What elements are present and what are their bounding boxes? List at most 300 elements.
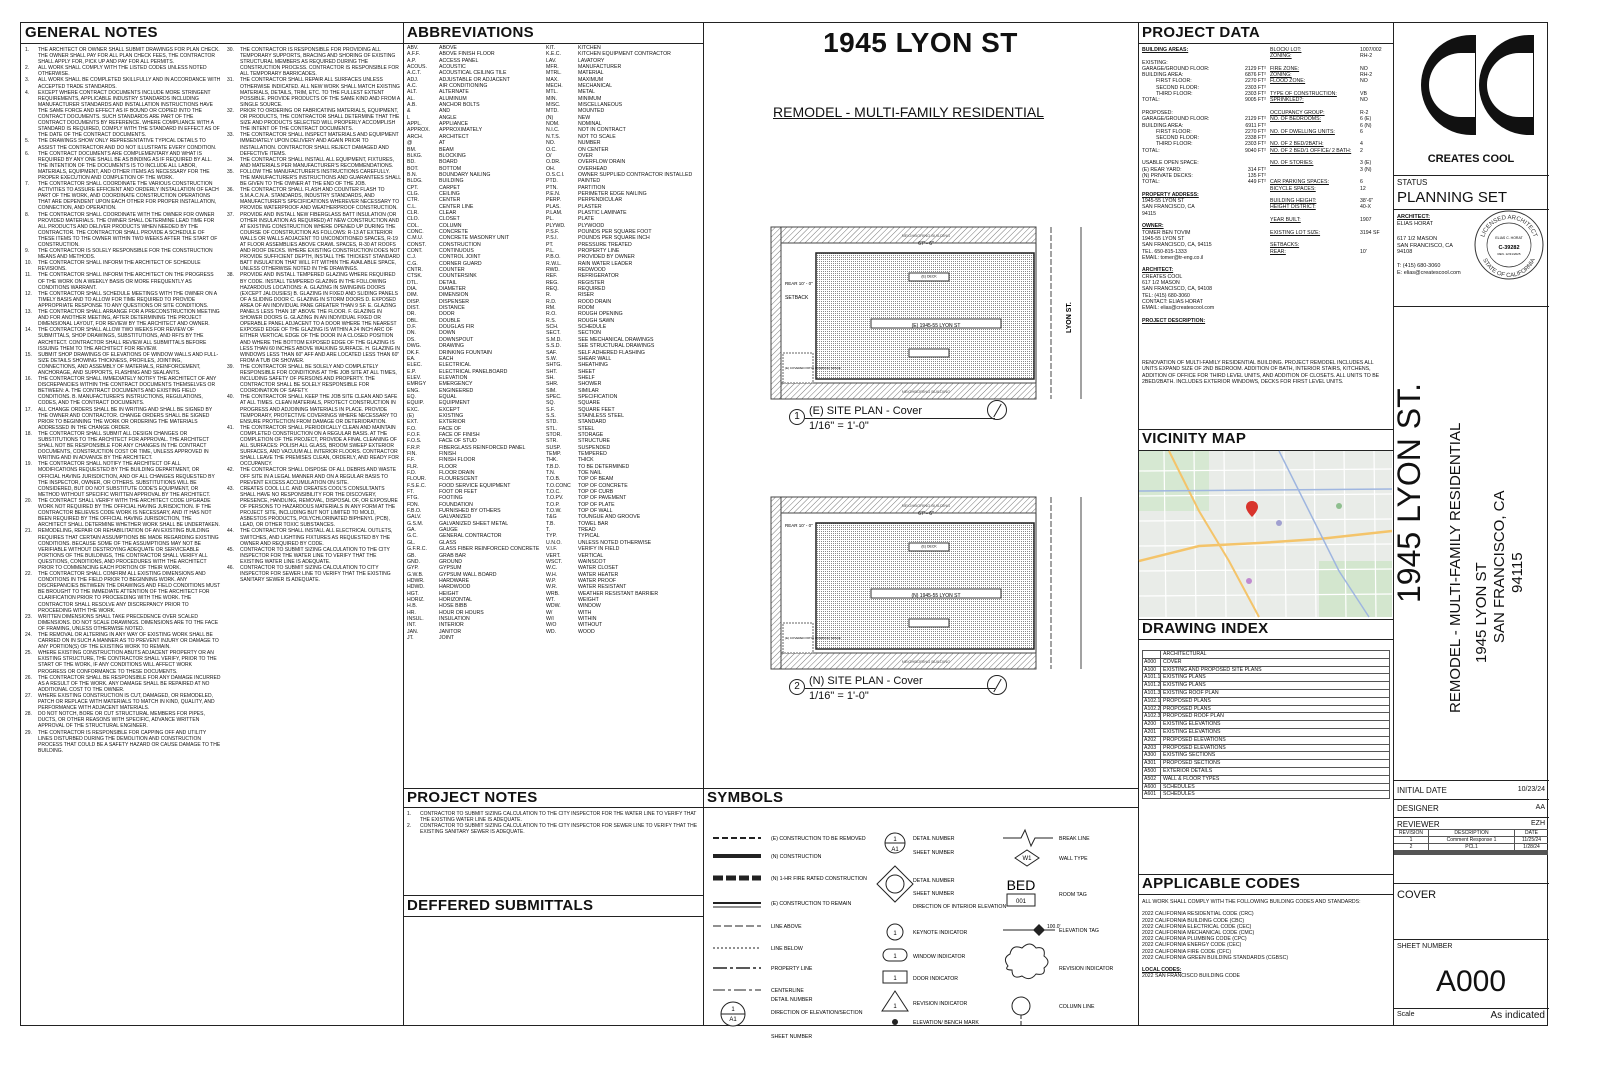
- abbreviation-meaning: FIBERGLASS REINFORCED PANEL: [439, 444, 526, 451]
- general-note-item: [227, 528, 401, 546]
- abbreviation-meaning: OVERFLOW DRAIN: [578, 159, 626, 166]
- abbreviation-key: HGT.: [407, 590, 419, 597]
- general-note-number: 29.: [25, 729, 32, 736]
- abbreviation-key: EQUIP.: [407, 400, 424, 407]
- abbreviation-meaning: ALUMINUM: [439, 95, 467, 102]
- sheet-id: A102.1: [1144, 697, 1161, 704]
- abbreviation-meaning: ADJUSTABLE OR ADJACENT: [439, 76, 510, 83]
- abbreviation-key: TYP.: [546, 533, 557, 540]
- abbreviation-key: DK.F.: [407, 349, 420, 356]
- general-note-number: 6.: [25, 150, 30, 157]
- abbreviation-key: F.D.: [407, 470, 417, 477]
- sheet-name: SCHEDULES: [1163, 783, 1195, 790]
- abbreviation-meaning: POUNDS PER SQUARE INCH: [578, 235, 650, 242]
- abbreviation-meaning: ANCHOR BOLTS: [439, 102, 480, 109]
- abbreviation-key: WSCT.: [546, 558, 563, 565]
- abbreviation-meaning: MATERIAL: [578, 70, 604, 77]
- abbreviation-key: MTL.: [546, 89, 558, 96]
- general-note-number: 41.: [227, 424, 234, 431]
- abbreviation-key: DN.: [407, 330, 416, 337]
- abbreviation-key: W.R.: [546, 584, 558, 591]
- abbreviation-meaning: EQUAL: [439, 393, 457, 400]
- abbreviation-key: FLOUR.: [407, 476, 427, 483]
- abbreviation-meaning: LAVATORY: [578, 57, 605, 64]
- abbreviation-key: C.L.: [407, 203, 417, 210]
- abbreviation-meaning: NEW: [578, 114, 591, 121]
- general-note-text: WHERE EXISTING CONSTRUCTION IS CUT, DAMAGED, OR REMODELED, PATCH OR REPLACE WITH MATERIALS TO MATCH IN KIND, QUALITY, AND PERFORMANCE WITH ADJACENT MATERIALS.: [38, 692, 215, 712]
- abbreviation-meaning: REFRIGERATOR: [578, 273, 619, 280]
- sheet-id: A102.2: [1144, 705, 1161, 712]
- abbreviation-key: ALT.: [407, 89, 417, 96]
- codes-intro: ALL WORK SHALL COMPLY WITH THE FOLLOWING BUILDING CODES AND STANDARDS:: [1142, 899, 1361, 905]
- general-note-text: THE CONTRACTOR SHALL KEEP THE JOB SITE CLEAN AND SAFE AT ALL TIMES. CLEAN MATERIALS, PROTECT CONSTRUCTION IN PROGRESS AND ADJOINING MATERIALS IN PLACE. PROVIDE TEMPORARY, PROTECTIVE COVERINGS WHERE NECESSARY TO ENSURE PROTECTION FROM DAMAGE OR DETERIORATION.: [240, 394, 398, 425]
- abbreviation-meaning: TYPICAL: [578, 533, 600, 540]
- revision-header: [1394, 829, 1548, 836]
- abbreviation-key: PTD.: [546, 178, 558, 185]
- building-label-n: (N) 1945-55 LYON ST: [911, 593, 961, 599]
- local-codes-heading: LOCAL CODES:: [1142, 967, 1182, 974]
- general-note-text: THE CONTRACTOR SHALL INSTALL ALL EQUIPMENT, FIXTURES, AND MATERIALS PER MANUFACTURER'S RECOMMENDATIONS.: [240, 156, 395, 169]
- abbreviation-key: B.N.: [407, 171, 418, 178]
- general-note-item: [25, 65, 221, 77]
- abbreviation-key: CPT.: [407, 184, 419, 191]
- area-value: 2270 FT²: [1244, 78, 1266, 85]
- rear-label-2: REAR 10' - 0": [785, 523, 813, 528]
- abbreviation-key: F.B.O.: [407, 508, 422, 515]
- abbreviation-key: G.W.B.: [407, 571, 424, 578]
- abbreviation-key: L: [407, 114, 410, 121]
- general-note-number: 28.: [25, 711, 32, 718]
- general-note-text: EXCEPT WHERE CONTRACT DOCUMENTS INCLUDE MORE STRINGENT REQUIREMENTS, APPLICABLE INDUSTRY STANDARDS INCLUDING MANUFACTURER STANDARDS AND INSTALLATION INSTRUCTIONS HAVE THE SAME FORCE AND EFFECT AS IF BOUND OR COPIED INTO THE CONTRACT DOCUMENTS. SUCH STANDARDS ARE PART OF THE CONTRACT DOCUMENTS BY REFERENCE. WHERE COMPLIANCE WITH A STANDARD IS REQUIRED, COMPLY WITH THE STANDARD IN EFFECT AS OF THE DATE OF THE CONTRACT DOCUMENTS.: [38, 89, 220, 139]
- abbreviation-key: MECH.: [546, 83, 563, 90]
- abbreviation-key: T.O.B.: [546, 476, 561, 483]
- area-label: TOTAL:: [1142, 179, 1160, 186]
- architect-stamp: [1473, 209, 1545, 281]
- status-label: STATUS: [1397, 178, 1428, 187]
- data-value: 3 (N): [1360, 166, 1372, 173]
- general-note-item: [25, 90, 221, 139]
- abbreviation-meaning: THICK: [578, 457, 594, 464]
- abbreviation-meaning: TREAD: [578, 527, 596, 534]
- architect-address: [1397, 236, 1453, 256]
- data-value: 2: [1360, 147, 1363, 154]
- general-note-item: [25, 431, 221, 461]
- abbreviation-key: SQ.: [546, 400, 555, 407]
- abbreviation-key: PTN.: [546, 184, 558, 191]
- site-plan-1-bubble: 1: [789, 409, 805, 425]
- revision-cell: Comment Response 1: [1428, 837, 1514, 843]
- abbreviation-meaning: CENTER LINE: [439, 203, 474, 210]
- abbreviation-meaning: GRAB BAR: [439, 552, 466, 559]
- abbreviation-meaning: WINDOW: [578, 603, 601, 610]
- abbreviation-meaning: PERIMETER EDGE NAILING: [578, 190, 647, 197]
- abbreviation-meaning: DOWN: [439, 330, 456, 337]
- abbreviation-key: APPROX.: [407, 127, 431, 134]
- abbreviation-meaning: INTERIOR: [439, 622, 464, 629]
- sheet-name: EXISTING AND PROPOSED SITE PLANS: [1163, 666, 1262, 673]
- abbreviation-key: HDWR.: [407, 577, 425, 584]
- abbreviation-meaning: HEIGHT: [439, 590, 459, 597]
- abbreviation-key: MISC.: [546, 102, 561, 109]
- address-line: 94108: [1397, 249, 1413, 256]
- data-label: CAR PARKING SPACES:: [1270, 179, 1329, 186]
- abbreviation-key: R.O.: [546, 311, 557, 318]
- abbreviation-key: PT.: [546, 241, 554, 248]
- general-note-number: 10.: [25, 260, 32, 267]
- general-note-number: 38.: [227, 272, 234, 279]
- deferred-submittals-title: DEFFERED SUBMITTALS: [407, 897, 594, 914]
- elevation-tag-icon: [1033, 924, 1045, 936]
- abbreviation-meaning: TEMPERED: [578, 451, 607, 457]
- abbreviation-key: INT.: [407, 622, 417, 629]
- abbreviation-key: SUSP.: [546, 444, 561, 451]
- abbreviation-key: R.D.: [546, 298, 557, 305]
- neighbor-label-4: NEIGHBORING BUILDING: [901, 659, 951, 664]
- vertical-title: 1945 LYON ST.: [1391, 383, 1427, 603]
- data-value: 38'-6": [1360, 198, 1374, 205]
- abbreviation-key: ELEV.: [407, 374, 422, 381]
- abbreviation-meaning: STAINLESS STEEL: [578, 412, 625, 419]
- sheet-name: EXISTING PLANS: [1163, 674, 1206, 681]
- abbreviation-key: N.I.C.: [546, 127, 560, 134]
- abbreviation-key: EXT.: [407, 419, 418, 426]
- general-note-item: [25, 730, 221, 754]
- section-bubble-sheet: A1: [891, 847, 899, 853]
- abbreviation-key: WT.: [546, 596, 555, 603]
- general-note-item: [25, 77, 221, 89]
- abbreviation-meaning: REQUIRED: [578, 286, 606, 293]
- address-line: 617 1/2 MASON: [1397, 236, 1438, 242]
- general-note-number: 18.: [25, 430, 32, 437]
- general-note-number: 9.: [25, 248, 30, 255]
- abbreviation-meaning: HOUR OR HOURS: [439, 609, 484, 616]
- general-note-number: 8.: [25, 211, 30, 218]
- abbreviation-key: RM.: [546, 305, 556, 312]
- data-value: 1907: [1360, 217, 1372, 224]
- abbreviation-key: GL.: [407, 539, 416, 546]
- abbreviation-key: WD.: [546, 628, 557, 635]
- abbreviation-meaning: METAL: [578, 89, 595, 96]
- abbreviation-meaning: CEILING: [439, 190, 460, 197]
- abbreviation-meaning: GROUND: [439, 558, 463, 565]
- abbreviation-key: A.C.: [407, 83, 418, 90]
- abbreviation-meaning: WEATHER RESISTANT BARRIER: [578, 590, 659, 597]
- data-value: R-2: [1360, 109, 1369, 116]
- abbreviation-meaning: SHEAR WALL: [578, 355, 612, 362]
- general-note-text: THE CONTRACTOR SHALL COORDINATE WITH THE OWNER FOR OWNER PROVIDED MATERIALS. THE OWNER SHALL DETERMINE LEAD TIME FOR ALL PRODUCTS AND DELIVER PRODUCTS WHEN NEEDED BY THE CONTRACTOR. THE CONTRACTOR SHALL PROVIDE A SCHEDULE OF THESE ITEMS TO THE OWNER WITHIN TWO WEEKS AFTER THE START OF CONSTRUCTION.: [38, 211, 218, 248]
- abbreviation-key: G.S.M.: [407, 520, 424, 527]
- abbreviation-key: U.N.O.: [546, 539, 562, 546]
- abbreviation-key: CNTR.: [407, 267, 423, 274]
- general-note-text: THE REMOVAL OR ALTERING IN ANY WAY OF EXISTING WORK SHALL BE CARRIED ON IN SUCH A MANNER AS TO PREVENT INJURY OR DAMAGE TO ANY PORTION(S) OF THE EXISTING WORK TO REMAIN.: [38, 632, 219, 651]
- codes-list: [1142, 899, 1390, 980]
- covered-label: (E) COVERED PATIO / PARKING SPACE: [785, 366, 841, 370]
- general-notes-col2: [227, 47, 401, 1023]
- general-note-number: 12.: [25, 290, 32, 297]
- abbreviation-key: CONST.: [407, 241, 427, 248]
- covered-label-2: (E) COVERED PATIO / PARKING SPACE: [785, 636, 841, 640]
- abbreviation-key: BOT.: [407, 165, 419, 172]
- general-note-text: THE CONTRACTOR SHALL PERIODICALLY CLEAN AND MAINTAIN COMPLETED CONSTRUCTION ON A REGULAR BASIS. AT THE COMPLETION OF THE PROJECT, PROVIDE A FINAL CLEANING OF ALL SURFACES: POLISH ALL GLASS, BROOM SWEEP EXTERIOR SURFACES, AND VACUUM ALL INTERIOR FLOORS. CONTRACTOR SHALL LEAVE THE PREMISES CLEAN, ORDERLY, AND READY FOR OCCUPANCY.: [240, 424, 399, 468]
- data-value: 6 (N): [1360, 122, 1372, 129]
- abbreviation-key: W.P.: [546, 577, 557, 584]
- general-note-text: CREATES COOL LLC. AND CREATES COOL'S CONSULTANTS SHALL HAVE NO RESPONSIBILITY FOR THE DISCOVERY, PRESENCE, HANDLING, REMOVAL, DISPOSAL OF, OR EXPOSURE OF PERSONS TO HAZARDOUS MATERIALS IN ANY FORM AT THE PROJECT SITE, INCLUDING BUT NOT LIMITED TO MOLD, ASBESTOS PRODUCTS, POLYCHLORINATED BIPHENYL (PCB), LEAD, OR OTHER TOXIC SUBSTANCES.: [240, 485, 398, 529]
- general-note-number: 24.: [25, 632, 32, 638]
- abbreviation-key: K.E.C.: [546, 51, 561, 58]
- abbreviation-key: O/: [546, 152, 552, 159]
- sheet-name: COVER: [1163, 658, 1182, 665]
- site-plan-1-title: (E) SITE PLAN - Cover: [809, 405, 923, 417]
- abbreviation-key: DTL.: [407, 279, 419, 286]
- project-data-block: [1138, 43, 1393, 428]
- sheet-id: A200: [1143, 721, 1161, 728]
- abbreviation-key: JT.: [407, 634, 414, 641]
- project-note-text: CONTRACTOR TO SUBMIT SIZING CALCULATION TO THE CITY INSPECTOR FOR SEWER LINE TO VERIFY THAT THE EXISTING SANITARY SEWER IS ADEQUATE.: [420, 823, 698, 836]
- data-value: 1007/002: [1360, 47, 1382, 53]
- general-note-item: [227, 169, 401, 187]
- project-data-left: [1142, 47, 1266, 324]
- interior-elevation-bubble: [886, 875, 904, 893]
- drawing-index-table: [1142, 650, 1390, 799]
- general-note-text: ALL WORK SHALL BE COMPLETED SKILLFULLY AND IN ACCORDANCE WITH ACCEPTED TRADE STANDARDS.: [38, 77, 221, 90]
- general-note-text: CONTRACTOR TO SUBMIT SIZING CALCULATION TO THE CITY INSPECTOR FOR THE WATER LINE TO VERIFY THAT THE EXISTING WATER LINE IS ADEQUATE.: [240, 546, 390, 565]
- abbreviation-meaning: TOP OF PAVEMENT: [578, 495, 627, 502]
- symbol-label: KEYNOTE INDICATOR: [913, 930, 968, 936]
- general-note-number: 25.: [25, 650, 32, 657]
- abbreviation-meaning: ANGLE: [439, 114, 457, 121]
- index-row: [1143, 651, 1389, 659]
- abbreviation-meaning: ABOVE: [439, 45, 457, 51]
- project-note-number: 1.: [407, 811, 412, 817]
- abbreviation-meaning: COUNTER: [439, 267, 465, 274]
- general-note-item: [227, 108, 401, 132]
- detail-bubble-number: 1: [731, 1007, 735, 1013]
- abbreviation-key: W/I: [546, 615, 554, 622]
- abbreviation-key: ADJ.: [407, 76, 419, 83]
- general-note-text: THE CONTRACTOR IS RESPONSIBLE FOR CAPPING OFF AND UTILITY LINES DISTURBED DURING THE DEMOLITION AND CONSTRUCTION PROCESS THAT COULD BE A SAFETY HAZARD OR CAUSE DAMAGE TO THE BUILDING.: [38, 729, 221, 754]
- data-value: RH-2: [1360, 72, 1373, 79]
- abbreviation-meaning: ELEVATION: [439, 374, 468, 381]
- sheet-id: A502: [1143, 776, 1161, 783]
- area-row: [1142, 148, 1266, 154]
- project-notes-title: PROJECT NOTES: [407, 789, 538, 806]
- abbreviation-key: W/O: [546, 622, 557, 629]
- vicinity-map-title: VICINITY MAP: [1142, 430, 1247, 447]
- abbreviation-key: KIT.: [546, 45, 555, 51]
- owner-line: EMAIL: tomer@tr-eng.co.il: [1142, 254, 1204, 261]
- abbreviation-meaning: BUILDING: [439, 178, 464, 185]
- area-label: SECOND FLOOR:: [1156, 84, 1199, 91]
- abbreviation-meaning: BOUNDARY NAILING: [439, 171, 491, 178]
- revision-number: 1: [893, 1004, 897, 1010]
- abbreviation-key: O.C.: [546, 146, 557, 153]
- reviewer-label: REVIEWER: [1397, 820, 1440, 829]
- abbreviation-meaning: COLUMN: [439, 222, 462, 229]
- abbreviation-meaning: ROUGH SAWN: [578, 317, 615, 324]
- abbreviation-meaning: FACE OF: [439, 425, 462, 432]
- symbol-label: ROOM TAG: [1059, 892, 1087, 898]
- abbreviation-key: MAX.: [546, 76, 559, 83]
- abbreviation-key: FIN.: [407, 451, 417, 457]
- sheet-id: A203: [1143, 745, 1161, 752]
- architect-line: CONTACT: ELIAS HORAT: [1142, 298, 1203, 305]
- abbreviation-key: P.B.O.: [546, 254, 561, 261]
- abbreviation-key: R.W.L.: [546, 260, 562, 267]
- symbol-label: DETAIL NUMBER: [913, 878, 955, 884]
- reviewer: EZH: [1531, 820, 1545, 827]
- general-note-number: 33.: [227, 132, 234, 139]
- index-row: [1143, 760, 1389, 768]
- area-value: 314 FT²: [1247, 166, 1266, 173]
- abbreviation-key: EA.: [407, 355, 416, 362]
- symbol-label: SHEET NUMBER: [771, 1034, 813, 1040]
- abbreviation-meaning: WITHOUT: [578, 622, 603, 629]
- abbreviation-meaning: WATER CLOSET: [578, 565, 619, 572]
- abbreviation-meaning: ACOUSTIC: [439, 64, 466, 71]
- abbreviation-meaning: SHEATHING: [578, 362, 608, 369]
- project-note-number: 2.: [407, 823, 412, 830]
- abbreviation-meaning: ROUGH OPENING: [578, 311, 623, 318]
- area-label: THIRD FLOOR:: [1156, 91, 1193, 98]
- abbreviation-key: A.F.F.: [407, 51, 420, 58]
- abbreviation-key: OH.: [546, 165, 556, 172]
- status-value: PLANNING SET: [1397, 189, 1508, 206]
- abbreviation-meaning: DOUBLE: [439, 317, 461, 324]
- abbreviation-meaning: NUMBER: [578, 140, 601, 147]
- abbreviation-meaning: CORNER GUARD: [439, 260, 482, 267]
- general-note-number: 13.: [25, 309, 32, 316]
- abbreviation-key: T.O.PV.: [546, 495, 564, 502]
- abbreviation-meaning: VERIFY IN FIELD: [578, 546, 620, 553]
- abbreviation-meaning: EXISTING: [439, 412, 464, 419]
- data-label: SPRINKLED?:: [1270, 97, 1304, 104]
- sheet-name: PROPOSED ELEVATIONS: [1163, 744, 1226, 751]
- break-line-icon: [1003, 830, 1053, 846]
- symbols-legend: [703, 808, 1138, 1040]
- abbreviation-key: CONT.: [407, 248, 423, 254]
- general-note-item: [25, 151, 221, 181]
- abbreviation-key: P.S.F.: [546, 228, 560, 235]
- general-note-number: 23.: [25, 613, 32, 620]
- vertical-subtitle: REMODEL - MULTI-FAMILY RESIDENTIAL: [1447, 422, 1464, 713]
- room-tag-number: 001: [1015, 899, 1027, 905]
- abbreviation-key: COL.: [407, 222, 420, 229]
- abbreviation-key: S.S.D.: [546, 343, 561, 350]
- abbreviation-meaning: BLOCKING: [439, 152, 466, 159]
- general-note-number: 44.: [227, 528, 234, 535]
- abbreviation-key: P.LAM.: [546, 209, 563, 216]
- abbreviation-meaning: STANDARD: [578, 419, 607, 426]
- general-note-item: [25, 650, 221, 674]
- index-row: [1143, 745, 1389, 753]
- data-value: VB: [1360, 91, 1367, 98]
- abbreviation-key: R.S.: [546, 317, 557, 324]
- abbreviation-key: S.S.: [546, 412, 556, 419]
- sheet-id: A100: [1143, 667, 1161, 674]
- abbreviation-key: EMRGY: [407, 381, 427, 388]
- open-space-heading: USABLE OPEN SPACE:: [1142, 160, 1199, 167]
- designer: AA: [1535, 804, 1545, 811]
- site-plan-2-scale: 1/16" = 1'-0": [809, 690, 869, 702]
- project-title: 1945 LYON ST: [823, 27, 1018, 58]
- general-note-item: [25, 632, 221, 650]
- area-value: 2129 FT²: [1244, 116, 1266, 123]
- abbreviation-key: CTSK.: [407, 273, 423, 280]
- abbreviation-meaning: SELF ADHERED FLASHING: [578, 349, 645, 356]
- rear-label: REAR 10' - 0": [785, 281, 813, 286]
- abbreviation-key: T.O.W.: [546, 508, 562, 515]
- general-note-number: 40.: [227, 394, 234, 401]
- owner-line: 1945-55 LYON ST: [1142, 235, 1185, 242]
- general-notes-col1: [25, 47, 221, 1023]
- site-plan-2-bubble: 2: [789, 679, 805, 695]
- general-note-number: 2.: [25, 65, 30, 72]
- data-label: BLOCK/ LOT:: [1270, 47, 1302, 53]
- abbreviation-meaning: APPROXIMATELY: [439, 127, 483, 134]
- drawing-index-title: DRAWING INDEX: [1142, 620, 1269, 637]
- general-note-text: THE CONTRACTOR SHALL CONFIRM ALL EXISTING DIMENSIONS AND CONDITIONS IN THE FIELD PRIOR TO BEGINNING WORK. ANY DISCREPANCIES BETWEEN THE DRAWINGS AND FIELD CONDITIONS MUST BE BROUGHT TO THE IMMEDIATE ATTENTION OF THE ARCHITECT FOR CLARIFICATION PRIOR TO PROCEEDING WITH THE WORK. THE CONTRACTOR SHALL RESOLVE ANY DISCREPANCY PRIOR TO PROCEEDING WITH THE WORK.: [38, 571, 221, 614]
- north-arrow-1: [987, 400, 1007, 420]
- symbol-label: CENTERLINE: [771, 988, 804, 994]
- symbol-label: (N) CONSTRUCTION: [771, 854, 822, 860]
- abbreviation-meaning: ON CENTER: [578, 146, 609, 153]
- building-areas-heading: BUILDING AREAS:: [1142, 47, 1189, 53]
- index-row: [1143, 776, 1389, 784]
- index-row: [1143, 659, 1389, 667]
- abbreviation-meaning: TOE NAIL: [578, 470, 602, 477]
- abbreviation-meaning: DIMENSION: [439, 292, 469, 299]
- sheet-name: PROPOSED PLANS: [1163, 697, 1211, 704]
- abbreviation-key: INSUL.: [407, 615, 424, 622]
- abbreviation-meaning: HOSE BIBB: [439, 603, 467, 610]
- general-note-item: [227, 77, 401, 107]
- neighbor-label-1: NEIGHBORING BUILDING: [901, 233, 951, 238]
- abbreviation-key: PL.: [546, 216, 554, 223]
- abbreviation-meaning: WITHIN: [578, 615, 597, 622]
- vertical-address-2: SAN FRANCISCO, CA: [1491, 490, 1508, 643]
- abbreviation-key: A.P.: [407, 57, 417, 64]
- abbreviation-meaning: FOOT OR FEET: [439, 489, 478, 496]
- abbreviation-meaning: GYPSUM: [439, 565, 462, 572]
- abbreviation-key: DS.: [407, 336, 416, 343]
- abbreviation-key: HDWD.: [407, 584, 425, 591]
- general-note-item: [25, 260, 221, 272]
- abbreviation-key: F.O.S.: [407, 438, 422, 445]
- abbreviation-key: WRB.: [546, 590, 560, 597]
- general-note-item: [25, 407, 221, 431]
- abbreviation-meaning: UNLESS NOTED OTHERWISE: [578, 539, 652, 546]
- symbol-label: BREAK LINE: [1059, 836, 1090, 842]
- abbreviation-key: DIST.: [407, 305, 420, 312]
- abbreviation-meaning: WATER PROOF: [578, 577, 617, 584]
- general-note-text: THE DRAWINGS SHOW ONLY REPRESENTATIVE TYPICAL DETAILS TO ASSIST THE CONTRACTOR AND DO NOT ILLUSTRATE EVERY CONDITION.: [38, 138, 217, 151]
- wall-type-label: W1: [1022, 856, 1032, 862]
- section-bubble-number: 1: [893, 837, 897, 843]
- general-note-item: [25, 212, 221, 249]
- symbol-label: LINE ABOVE: [771, 924, 802, 930]
- property-address-line: 1945-55 LYON ST: [1142, 198, 1185, 205]
- abbreviation-key: T.: [546, 527, 551, 534]
- abbreviation-key: SCH.: [546, 324, 559, 331]
- abbreviation-key: T&G: [546, 514, 557, 521]
- symbol-label: (E) CONSTRUCTION TO REMAIN: [771, 901, 852, 907]
- abbreviation-meaning: RAIN WATER LEADER: [578, 260, 633, 267]
- general-note-text: PROVIDE AND INSTALL NEW FIBERGLASS BATT INSULATION (OR OTHER INSULATION AS REQUIRED) AT NEW CONSTRUCTION AND AT EXISTING CONSTRUCTION WHERE OPENED UP DURING THE COURSE OF CONSTRUCTION AS FOLLOWS: R-13 AT EXTERIOR WALLS OR WALLS ADJACENT TO UNCONDITIONED SPACES, R-19 AT FLOOR ASSEMBLIES ABOVE CRAWL SPACES, R-30 AT ROOFS AND ROOF DECKS. WHERE EXISTING CONSTRUCTION DOES NOT PROVIDE SUFFICIENT DEPTH, INSTALL THE THICKEST STANDARD BATT INSULATION THAT WILL FIT WITHIN THE AVAILABLE SPACE, UNLESS OTHERWISE NOTED IN THE DRAWINGS.: [240, 211, 401, 273]
- abbreviations-title: ABBREVIATIONS: [407, 24, 534, 41]
- abbreviation-meaning: ACOUSTICAL CEILING TILE: [439, 70, 507, 77]
- abbreviation-key: DBL.: [407, 317, 419, 324]
- abbreviation-meaning: DIAMETER: [439, 286, 466, 293]
